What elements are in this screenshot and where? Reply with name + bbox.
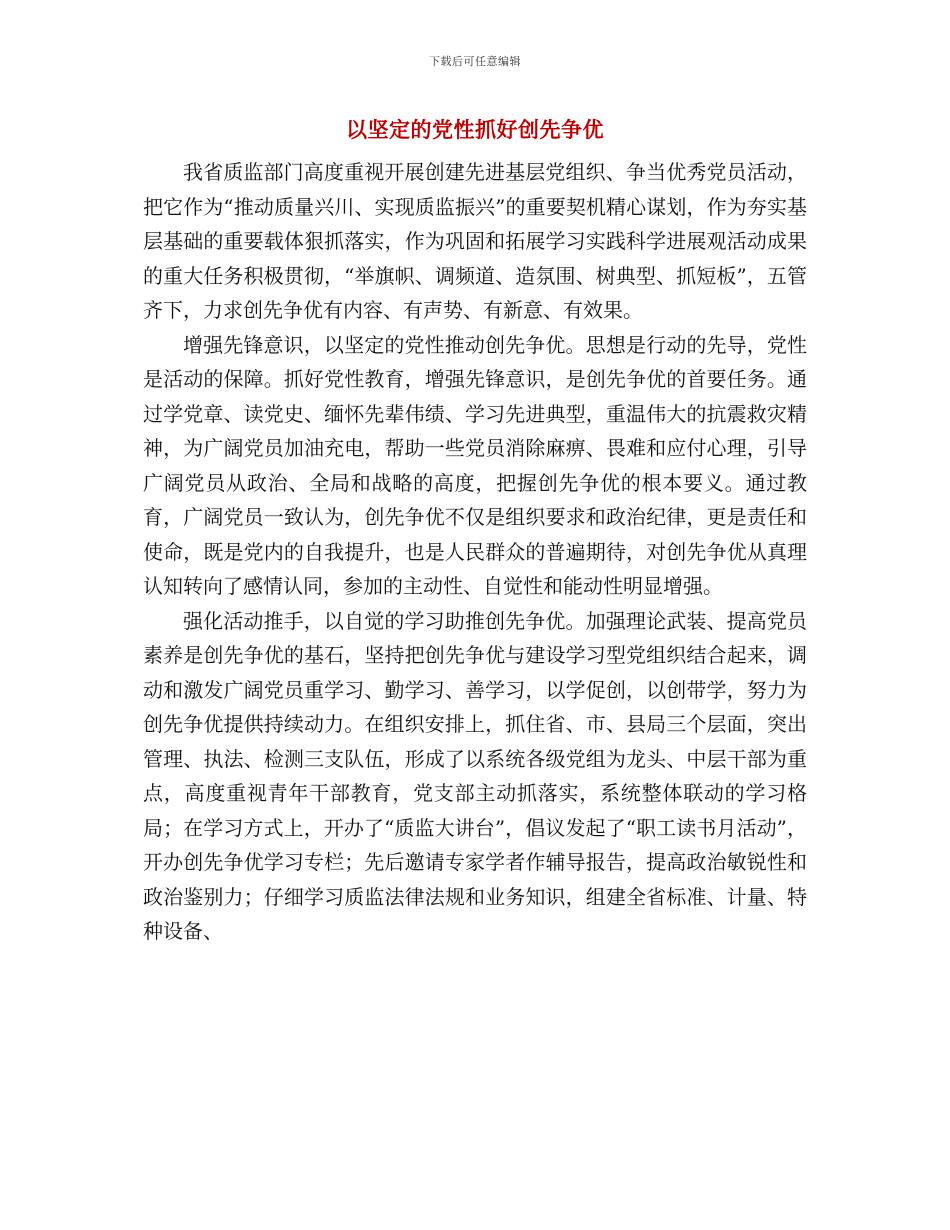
header-note: 下载后可任意编辑 xyxy=(429,55,521,68)
document-title: 以坚定的党性抓好创先争优 xyxy=(346,118,604,142)
paragraph: 我省质监部门高度重视开展创建先进基层党组织、争当优秀党员活动，把它作为“推动质量兴川、实现质监振兴”的重要契机精心谋划，作为夯实基层基础的重要载体狠抓落实，作为巩固和拓展学习实践科学进展观活动成果的重大任务积极贯彻，“举旗帜、调频道、造氛围、树典型、抓短板”，五管齐下，力求创先争优有内容、有声势、有新意、有效果。 xyxy=(143,160,807,322)
paragraph: 增强先锋意识，以坚定的党性推动创先争优。思想是行动的先导，党性是活动的保障。抓好党性教育，增强先锋意识，是创先争优的首要任务。通过学党章、读党史、缅怀先辈伟绩、学习先进典型，重温伟大的抗震救灾精神，为广阔党员加油充电，帮助一些党员消除麻痹、畏难和应付心理，引导广阔党员从政治、全局和战略的高度，把握创先争优的根本要义。通过教育，广阔党员一致认为，创先争优不仅是组织要求和政治纪律，更是责任和使命，既是党内的自我提升，也是人民群众的普遍期待，对创先争优从真理认知转向了感情认同，参加的主动性、自觉性和能动性明显增强。 xyxy=(143,332,807,598)
document-body xyxy=(143,155,807,949)
paragraph: 强化活动推手，以自觉的学习助推创先争优。加强理论武装、提高党员素养是创先争优的基石，坚持把创先争优与建设学习型党组织结合起来，调动和激发广阔党员重学习、勤学习、善学习，以学促创，以创带学，努力为创先争优提供持续动力。在组织安排上，抓住省、市、县局三个层面，突出管理、执法、检测三支队伍，形成了以系统各级党组为龙头、中层干部为重点，高度重视青年干部教育，党支部主动抓落实，系统整体联动的学习格局；在学习方式上，开办了“质监大讲台”，倡议发起了“职工读书月活动”，开办创先争优学习专栏；先后邀请专家学者作辅导报告，提高政治敏锐性和政治鉴别力；仔细学习质监法律法规和业务知识，组建全省标准、计量、特种设备、 xyxy=(143,608,807,943)
